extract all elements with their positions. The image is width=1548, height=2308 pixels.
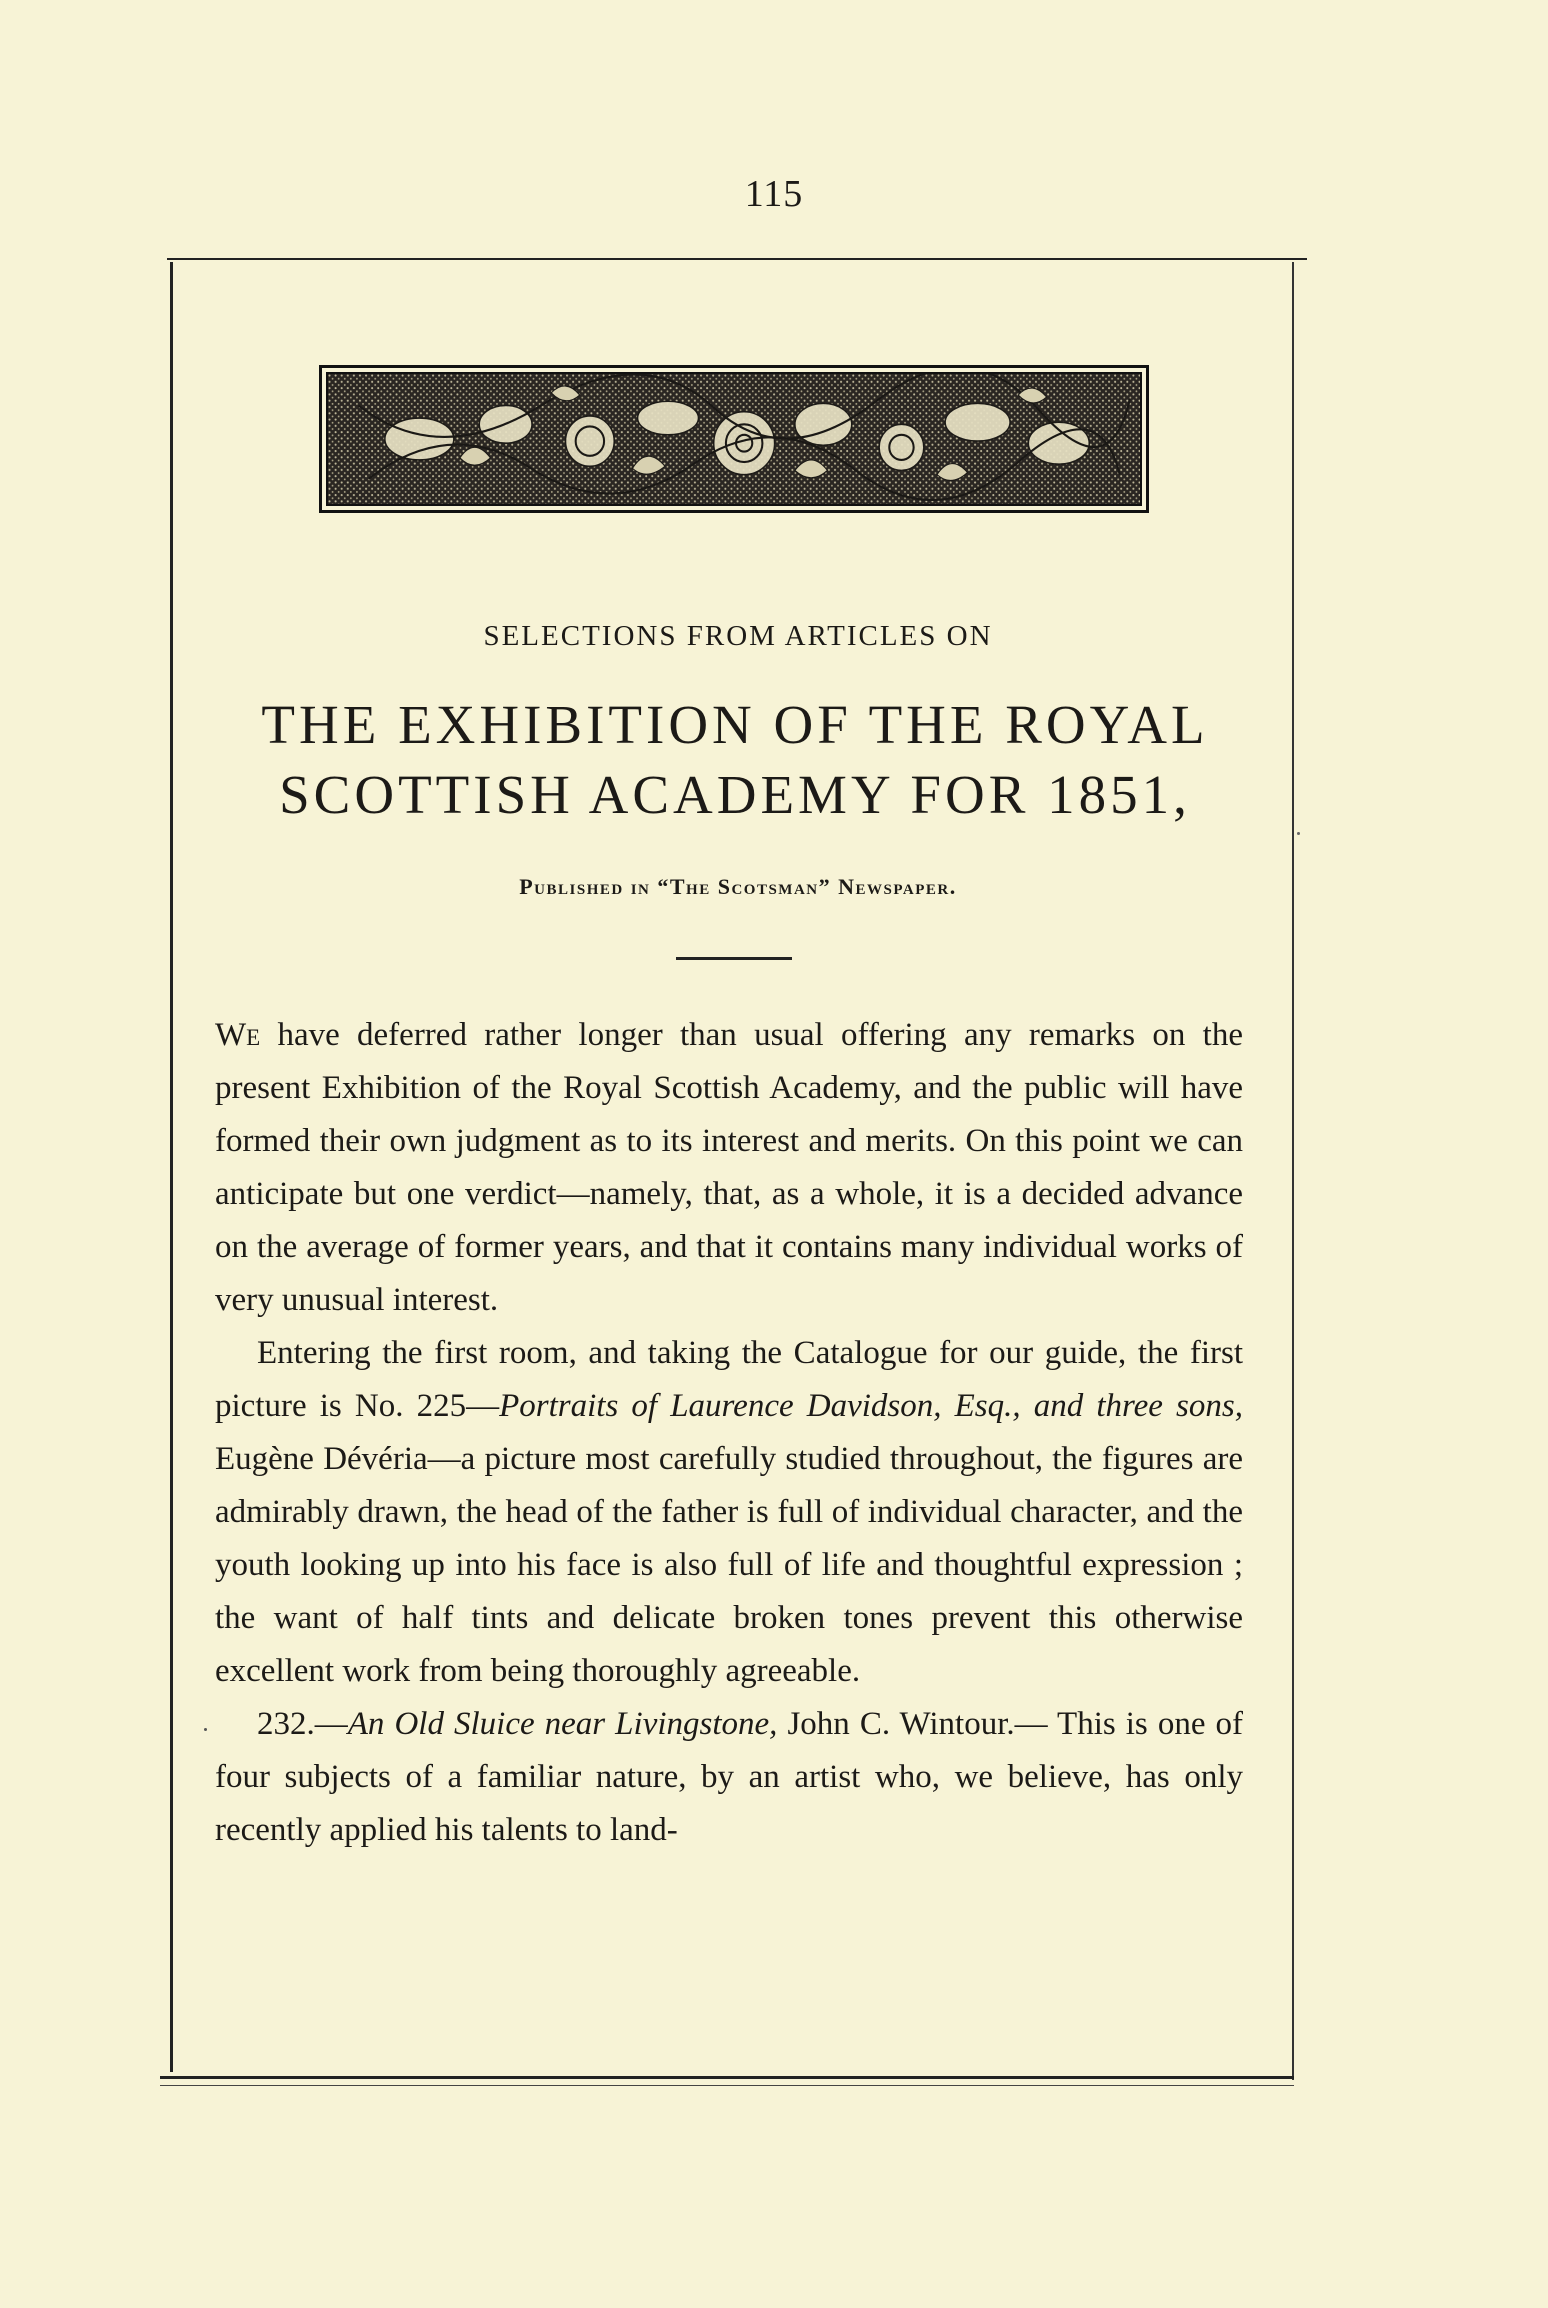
paragraph-2-title: Portraits of Laurence Davidson, Esq., and three sons,	[499, 1388, 1243, 1424]
paragraph-2	[215, 1327, 1243, 1698]
frame-bottom-rule-thin	[160, 2085, 1294, 2086]
paragraph-2-text: Eugène Dévéria—a picture most carefully studied throughout, the figures are admirably drawn, the head of the father is full of individual character, and the youth looking up into his face is also full of life and thoughtful expression ; the want of half tints and delicate broken tones prevent this otherwise excellent work from being thoroughly agreeable.	[215, 1441, 1243, 1689]
article-body	[215, 1009, 1243, 1857]
floral-headpiece-ornament	[319, 365, 1149, 513]
drop-word: We	[215, 1017, 261, 1053]
section-divider-rule	[676, 957, 792, 960]
frame-bottom-rule	[160, 2076, 1294, 2079]
selections-subheading: SELECTIONS FROM ARTICLES ON	[483, 620, 993, 652]
margin-mark-right	[1297, 832, 1300, 835]
paragraph-3	[215, 1698, 1243, 1857]
paragraph-2-start: Entering the first room, and taking the Catalogue for our guide, the first picture is No. 225—	[215, 1335, 1243, 1424]
frame-left-rule	[170, 262, 173, 2072]
paragraph-3-title: An Old Sluice near Livingstone,	[347, 1706, 778, 1742]
floral-engraving-graphic	[328, 374, 1140, 504]
paragraph-1-text: have deferred rather longer than usual offering any remarks on the present Exhibition of the Royal Scottish Academy, and the public will have formed their own judgment as to its interest and merits. On this point we can anticipate but one verdict—namely, that, as a whole, it is a decided advance on the average of former years, and that it contains many individual works of very unusual interest.	[215, 1017, 1243, 1318]
published-in-line: Published in “The Scotsman” Newspaper.	[519, 874, 957, 899]
main-title-line-2: SCOTTISH ACADEMY FOR 1851,	[279, 764, 1191, 825]
paragraph-3-start: 232.—	[257, 1706, 348, 1742]
page-number: 115	[744, 173, 804, 215]
margin-mark	[204, 1728, 207, 1731]
paragraph-3-text: John C. Wintour.— This is one of four subjects of a familiar nature, by an artist who, we believe, has only recently applied his talents to land-	[215, 1706, 1243, 1848]
frame-top-rule	[167, 258, 1307, 260]
main-title	[180, 690, 1290, 830]
frame-right-rule	[1292, 262, 1294, 2080]
main-title-line-1: THE EXHIBITION OF THE ROYAL	[261, 694, 1209, 755]
floral-engraving	[326, 372, 1142, 506]
paragraph-1	[215, 1009, 1243, 1327]
